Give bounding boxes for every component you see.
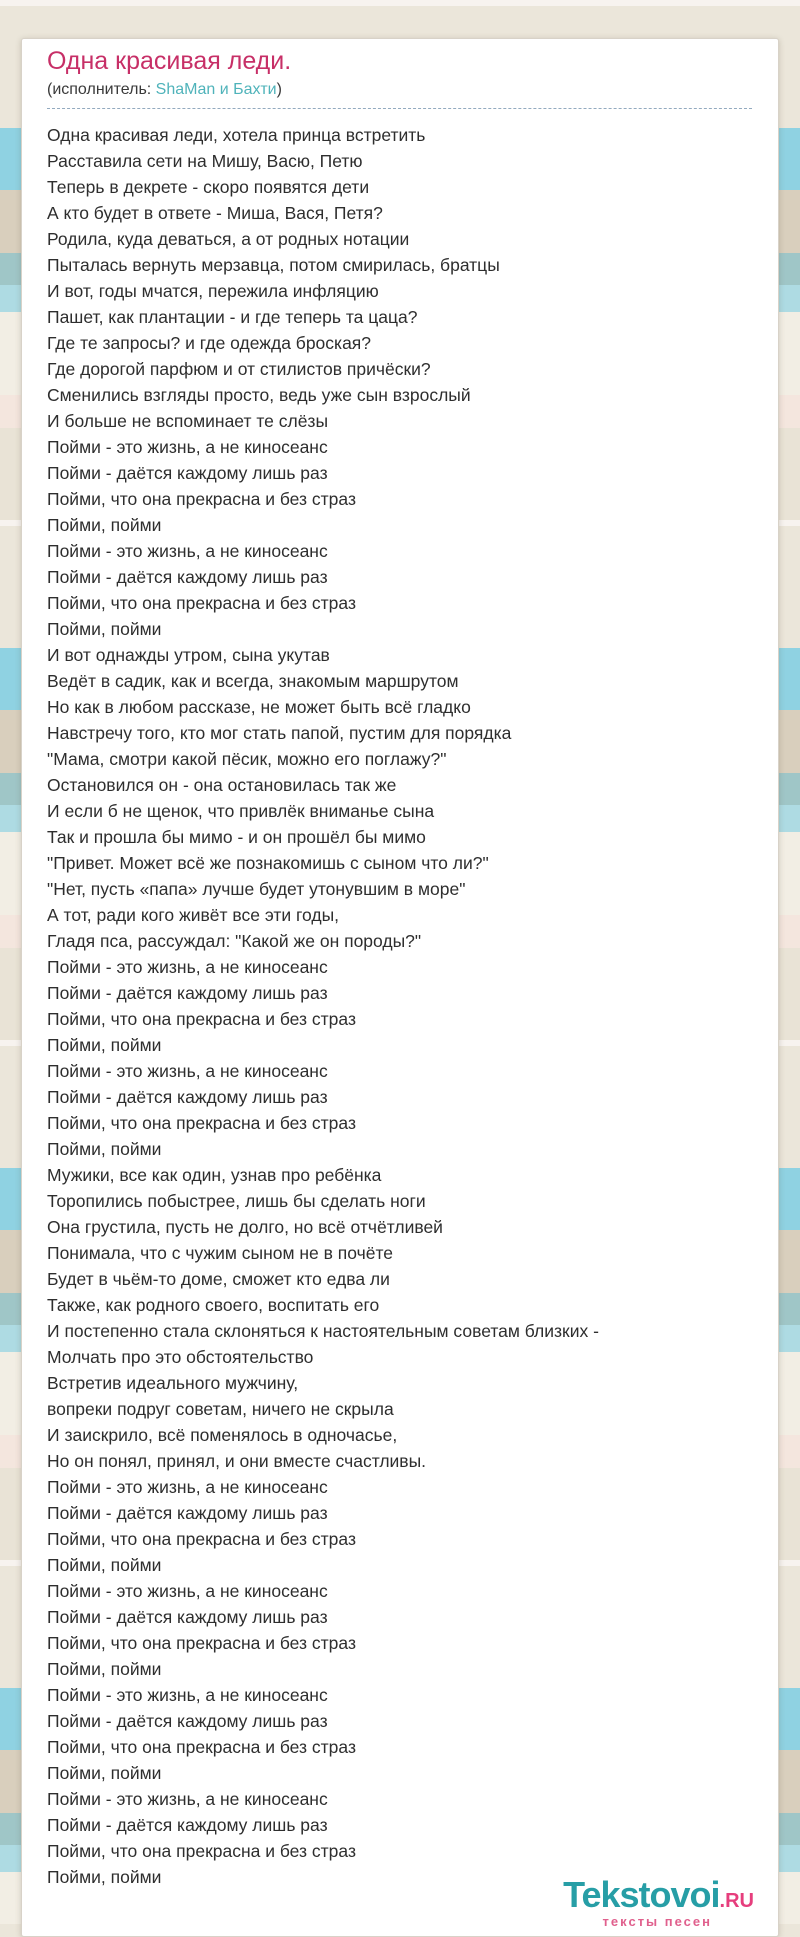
lyric-line: Пойми - это жизнь, а не киносеанс bbox=[47, 1581, 328, 1601]
lyric-line: Навстречу того, кто мог стать папой, пустим для порядка bbox=[47, 723, 512, 743]
site-logo[interactable] bbox=[563, 1874, 754, 1929]
lyric-line: Пойми - это жизнь, а не киносеанс bbox=[47, 1789, 328, 1809]
lyric-line: Пойми, пойми bbox=[47, 1867, 162, 1887]
lyric-line: Пойми - это жизнь, а не киносеанс bbox=[47, 1477, 328, 1497]
lyric-line: Родила, куда деваться, а от родных нотации bbox=[47, 229, 410, 249]
lyric-line: Пойми, пойми bbox=[47, 1555, 162, 1575]
lyric-line: Пойми - это жизнь, а не киносеанс bbox=[47, 541, 328, 561]
lyric-line: Пойми, что она прекрасна и без страз bbox=[47, 1113, 356, 1133]
lyric-line: Будет в чьём-то доме, сможет кто едва ли bbox=[47, 1269, 390, 1289]
lyric-line: Пойми, что она прекрасна и без страз bbox=[47, 1009, 356, 1029]
lyric-line: А кто будет в ответе - Миша, Вася, Петя? bbox=[47, 203, 383, 223]
artist-link[interactable]: ShaMan и Бахти bbox=[155, 81, 277, 98]
lyric-line: Пойми - даётся каждому лишь раз bbox=[47, 1815, 328, 1835]
lyric-line: Пыталась вернуть мерзавца, потом смирилась, братцы bbox=[47, 255, 500, 275]
lyric-line: Пойми, что она прекрасна и без страз bbox=[47, 1633, 356, 1653]
lyric-line: Пойми - даётся каждому лишь раз bbox=[47, 1087, 328, 1107]
lyric-line: Пойми, пойми bbox=[47, 1139, 162, 1159]
lyric-line: Гладя пса, рассуждал: "Какой же он породы?" bbox=[47, 931, 422, 951]
lyric-line: Пойми, пойми bbox=[47, 1035, 162, 1055]
lyric-line: Остановился он - она остановилась так же bbox=[47, 775, 397, 795]
lyric-line: Пойми - это жизнь, а не киносеанс bbox=[47, 1061, 328, 1081]
lyric-line: Пойми - даётся каждому лишь раз bbox=[47, 1607, 328, 1627]
lyric-line: Теперь в декрете - скоро появятся дети bbox=[47, 177, 370, 197]
lyric-line: Пойми - это жизнь, а не киносеанс bbox=[47, 957, 328, 977]
lyric-line: Сменились взгляды просто, ведь уже сын взрослый bbox=[47, 385, 471, 405]
lyric-line: "Привет. Может всё же познакомишь с сыном что ли?" bbox=[47, 853, 489, 873]
lyric-line: И если б не щенок, что привлёк вниманье сына bbox=[47, 801, 435, 821]
artist-row bbox=[47, 81, 752, 109]
lyric-line: Пойми, что она прекрасна и без страз bbox=[47, 1737, 356, 1757]
lyric-line: Молчать про это обстоятельство bbox=[47, 1347, 314, 1367]
lyric-line: Ведёт в садик, как и всегда, знакомым маршрутом bbox=[47, 671, 459, 691]
lyric-line: Но как в любом рассказе, не может быть всё гладко bbox=[47, 697, 471, 717]
artist-suffix-label: ) bbox=[276, 81, 282, 98]
lyric-line: Понимала, что с чужим сыном не в почёте bbox=[47, 1243, 394, 1263]
lyric-line: Пойми, пойми bbox=[47, 1763, 162, 1783]
lyric-line: Где те запросы? и где одежда броская? bbox=[47, 333, 372, 353]
lyric-line: И больше не вспоминает те слёзы bbox=[47, 411, 329, 431]
lyric-line: Пойми, пойми bbox=[47, 515, 162, 535]
lyric-line: Но он понял, принял, и они вместе счастливы. bbox=[47, 1451, 427, 1471]
lyric-line: А тот, ради кого живёт все эти годы, bbox=[47, 905, 340, 925]
lyric-line: Пойми - это жизнь, а не киносеанс bbox=[47, 1685, 328, 1705]
lyric-line: Мужики, все как один, узнав про ребёнка bbox=[47, 1165, 382, 1185]
logo-tagline: тексты песен bbox=[602, 1914, 712, 1929]
lyric-line: Она грустила, пусть не долго, но всё отчётливей bbox=[47, 1217, 443, 1237]
lyric-line: вопреки подруг советам, ничего не скрыла bbox=[47, 1399, 394, 1419]
artist-prefix-label: (исполнитель: bbox=[47, 81, 156, 98]
lyric-line: Пойми - это жизнь, а не киносеанс bbox=[47, 437, 328, 457]
lyric-line: Торопились побыстрее, лишь бы сделать ноги bbox=[47, 1191, 426, 1211]
lyric-line: Пойми - даётся каждому лишь раз bbox=[47, 1711, 328, 1731]
lyric-line: Пойми, что она прекрасна и без страз bbox=[47, 1529, 356, 1549]
lyric-line: И заискрило, всё поменялось в одночасье, bbox=[47, 1425, 398, 1445]
lyric-line: И постепенно стала склоняться к настоятельным советам близких - bbox=[47, 1321, 599, 1341]
lyric-line: Пойми, что она прекрасна и без страз bbox=[47, 1841, 356, 1861]
lyric-line: "Нет, пусть «папа» лучше будет утонувшим в море" bbox=[47, 879, 466, 899]
lyric-line: И вот однажды утром, сына укутав bbox=[47, 645, 330, 665]
lyric-line: Так и прошла бы мимо - и он прошёл бы мимо bbox=[47, 827, 426, 847]
logo-domain-suffix: .RU bbox=[719, 1890, 754, 1912]
lyrics-text bbox=[47, 122, 752, 1890]
lyric-line: Где дорогой парфюм и от стилистов причёски? bbox=[47, 359, 431, 379]
lyric-line: Пашет, как плантации - и где теперь та цаца? bbox=[47, 307, 418, 327]
lyric-line: Также, как родного своего, воспитать его bbox=[47, 1295, 380, 1315]
lyric-line: Пойми - даётся каждому лишь раз bbox=[47, 1503, 328, 1523]
lyric-line: Пойми, пойми bbox=[47, 1659, 162, 1679]
lyric-line: Пойми - даётся каждому лишь раз bbox=[47, 567, 328, 587]
logo-main-text: Tekstovoi bbox=[563, 1874, 720, 1915]
lyric-line: Одна красивая леди, хотела принца встретить bbox=[47, 125, 426, 145]
lyric-line: Пойми, что она прекрасна и без страз bbox=[47, 489, 356, 509]
lyric-line: И вот, годы мчатся, пережила инфляцию bbox=[47, 281, 379, 301]
lyric-line: "Мама, смотри какой пёсик, можно его поглажу?" bbox=[47, 749, 447, 769]
logo-wordmark bbox=[563, 1874, 754, 1915]
lyric-line: Встретив идеального мужчину, bbox=[47, 1373, 299, 1393]
page-title: Одна красивая леди. bbox=[47, 47, 292, 75]
lyric-line: Пойми, что она прекрасна и без страз bbox=[47, 593, 356, 613]
lyric-line: Пойми - даётся каждому лишь раз bbox=[47, 983, 328, 1003]
lyric-line: Пойми - даётся каждому лишь раз bbox=[47, 463, 328, 483]
lyrics-page-card bbox=[21, 38, 779, 1937]
lyric-line: Пойми, пойми bbox=[47, 619, 162, 639]
lyric-line: Расставила сети на Мишу, Васю, Петю bbox=[47, 151, 363, 171]
